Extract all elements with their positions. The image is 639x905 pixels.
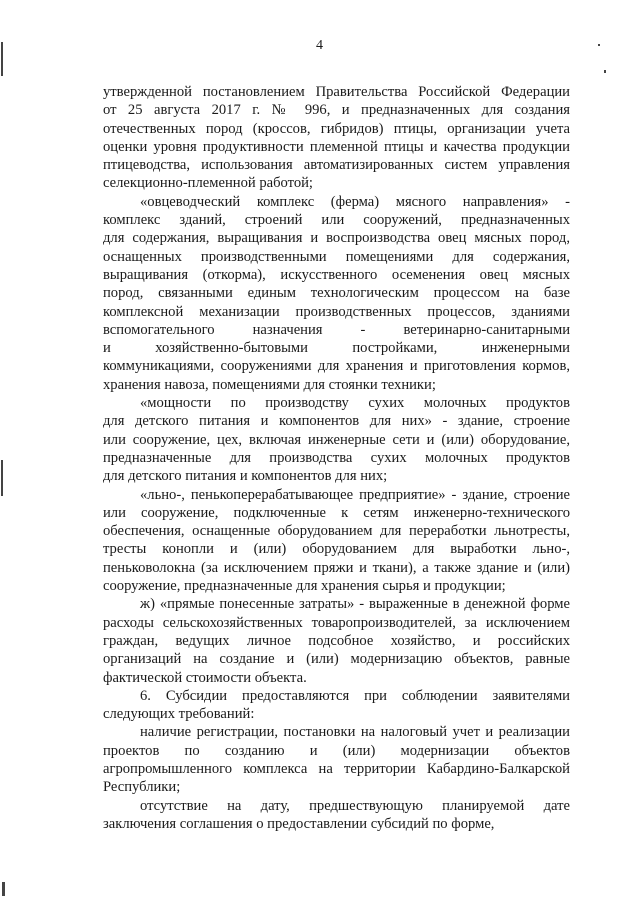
- text-line: оснащенных производственными помещениями для содержания,: [103, 248, 570, 265]
- text-line: наличие регистрации, постановки на налоговый учет и реализации: [140, 724, 570, 741]
- text-line: комплекс зданий, строений или сооружений, предназначенных: [103, 212, 570, 229]
- text-line: для детского питания и компонентов для них;: [103, 468, 388, 485]
- text-line: селекционно-племенной работой;: [103, 175, 313, 192]
- text-line: отечественных пород (кроссов, гибридов) птицы, организации учета: [103, 120, 570, 137]
- text-line: «овцеводческий комплекс (ферма) мясного направления» -: [140, 193, 570, 210]
- text-line: заключения соглашения о предоставлении субсидий по форме,: [103, 815, 495, 832]
- text-line: коммуникациями, сооружениями для хранения и приготовления кормов,: [103, 358, 570, 375]
- text-line: для содержания, выращивания и воспроизводства овец мясных пород,: [103, 230, 570, 247]
- text-line: для детского питания и компонентов для них» - здание, строение: [103, 413, 570, 430]
- scan-edge-mark: [1, 460, 3, 496]
- text-line: вспомогательного назначения - ветеринарно-санитарными: [103, 321, 570, 338]
- text-line: выращивания (откорма), искусственного осеменения овец мясных: [103, 266, 570, 283]
- text-line: организаций на создание и (или) модернизацию объектов, равные: [103, 651, 570, 668]
- scan-edge-mark: [2, 882, 5, 896]
- text-line: 6. Субсидии предоставляются при соблюдении заявителями: [140, 687, 570, 704]
- text-line: «льно-, пенькоперерабатывающее предприятие» - здание, строение: [140, 486, 570, 503]
- text-line: предназначенные для производства сухих молочных продуктов: [103, 449, 570, 466]
- text-line: или сооружение, подключенные к сетям инженерно-технического: [103, 504, 570, 521]
- text-line: расходы сельскохозяйственных товаропроизводителей, за исключением: [103, 614, 570, 631]
- text-line: отсутствие на дату, предшествующую планируемой дате: [140, 797, 570, 814]
- text-line: или сооружение, цех, включая инженерные сети и (или) оборудование,: [103, 431, 570, 448]
- text-line: сооружение, предназначенные для хранения сырья и продукции;: [103, 578, 506, 595]
- text-line: хранения навоза, помещениями для стоянки техники;: [103, 376, 436, 393]
- scan-speck: [604, 70, 606, 73]
- text-line: и хозяйственно-бытовыми постройками, инженерными: [103, 340, 570, 357]
- text-line: проектов по созданию и (или) модернизации объектов: [103, 742, 570, 759]
- page-number: 4: [316, 38, 323, 53]
- text-line: пеньковолокна (за исключением пряжи и ткани), а также здание и (или): [103, 559, 570, 576]
- text-line: утвержденной постановлением Правительства Российской Федерации: [103, 84, 570, 100]
- text-line: фактической стоимости объекта.: [103, 669, 307, 686]
- text-line: агропромышленного комплекса на территории Кабардино-Балкарской: [103, 760, 570, 777]
- text-line: «мощности по производству сухих молочных продуктов: [140, 395, 570, 412]
- document-body: [103, 84, 570, 834]
- text-line: следующих требований:: [103, 706, 255, 723]
- text-line: комплексной механизации производственных процессов, зданиями: [103, 303, 570, 320]
- text-line: Республики;: [103, 779, 181, 796]
- text-line: птицеводства, использования автоматизированных систем управления: [103, 157, 570, 174]
- text-line: обеспечения, оснащенные оборудованием для переработки льнотресты,: [103, 523, 570, 540]
- text-line: ж) «прямые понесенные затраты» - выраженные в денежной форме: [140, 596, 570, 613]
- text-line: пород, связанными единым технологическим процессом на базе: [103, 285, 570, 302]
- text-line: от 25 августа 2017 г. № 996, и предназначенных для создания: [103, 102, 570, 119]
- text-line: граждан, ведущих личное подсобное хозяйство, и российских: [103, 632, 570, 649]
- text-line: оценки уровня продуктивности племенной птицы и качества продукции: [103, 138, 570, 155]
- text-line: тресты конопли и (или) оборудованием для выработки льно-,: [103, 541, 570, 558]
